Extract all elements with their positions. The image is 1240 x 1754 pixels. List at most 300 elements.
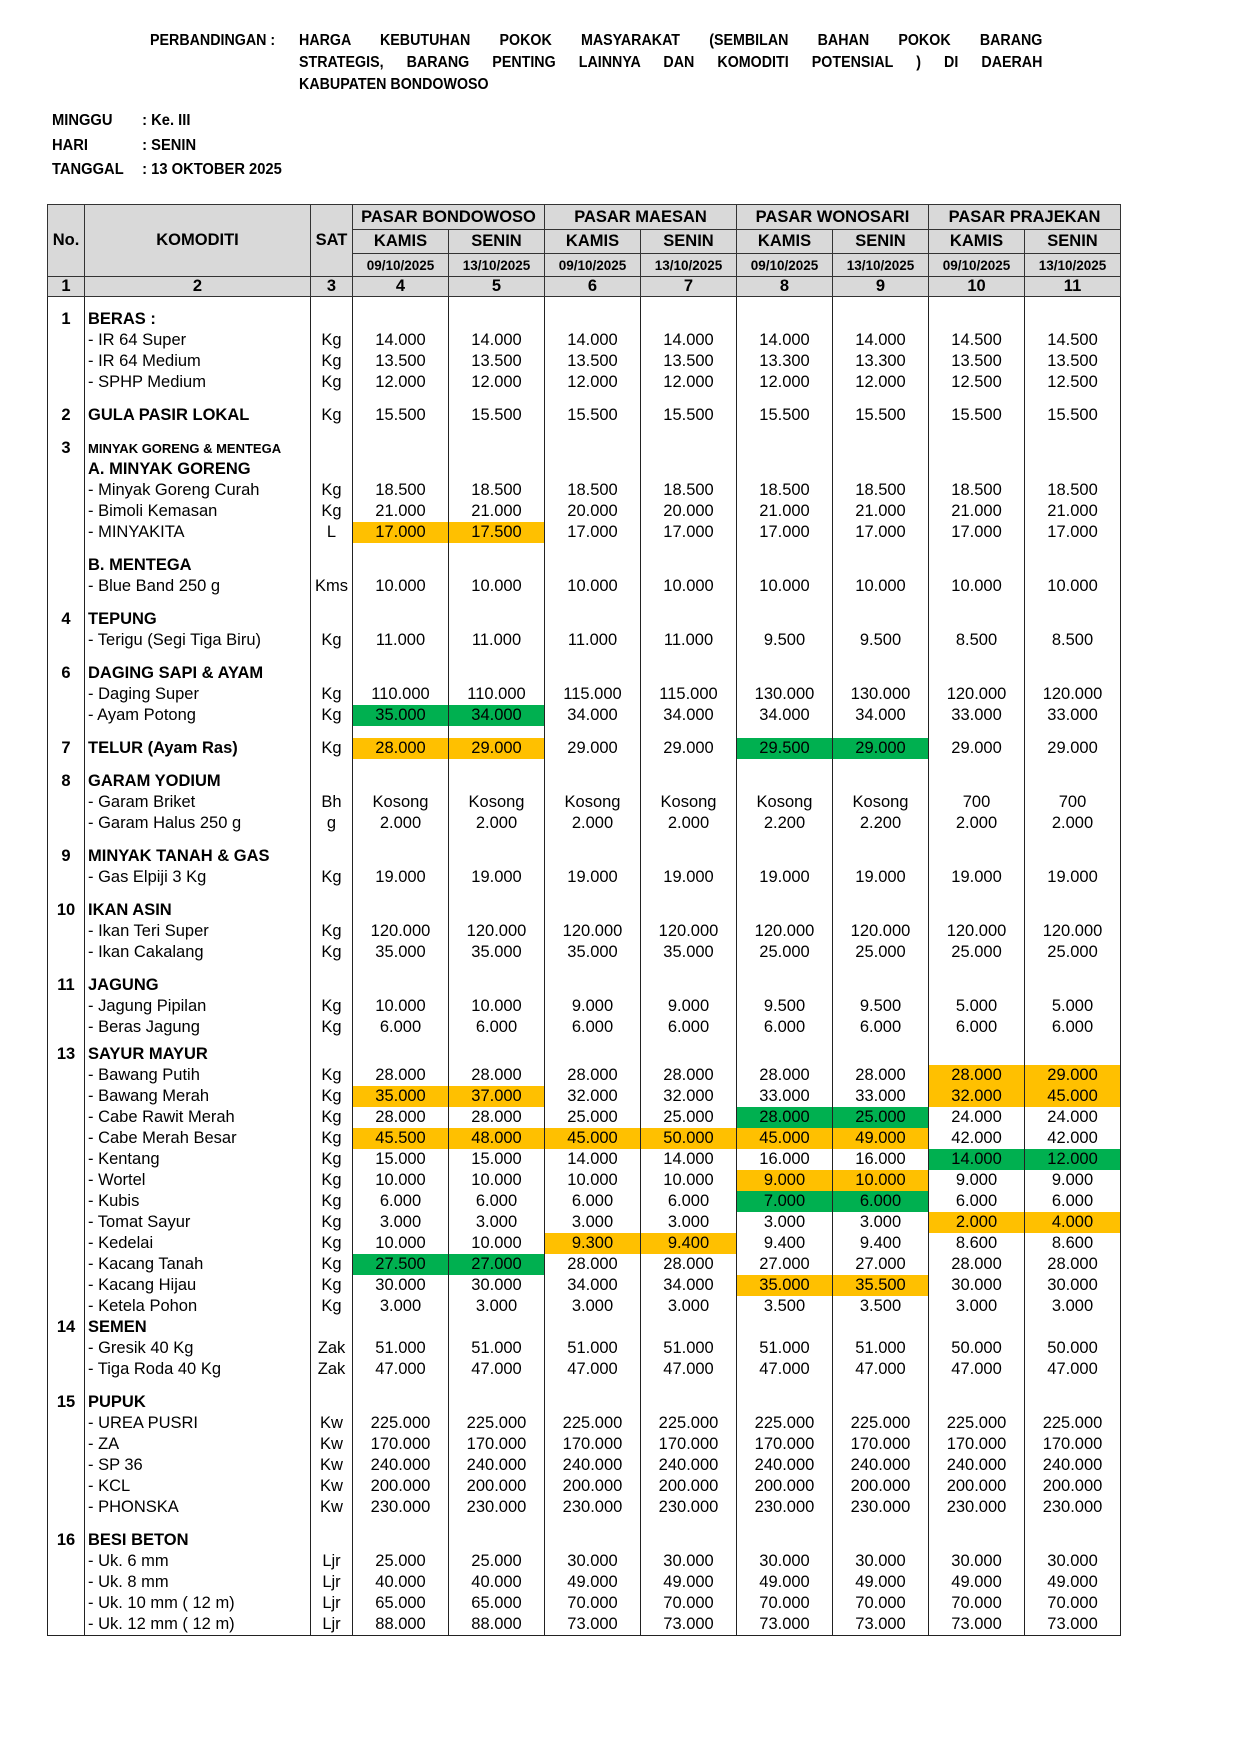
spacer-cell <box>737 759 833 771</box>
commodity-row <box>48 1212 1121 1233</box>
spacer-cell <box>353 597 449 609</box>
price-cell: 34.000 <box>545 705 641 726</box>
spacer-cell <box>545 543 641 555</box>
unit: Kg <box>311 1191 353 1212</box>
unit: Kg <box>311 705 353 726</box>
commodity-name: - Tomat Sayur <box>85 1212 311 1233</box>
price-cell: 12.000 <box>641 372 737 393</box>
spacer-cell <box>85 426 311 438</box>
price-cell: 25.000 <box>833 1107 929 1128</box>
commodity-row <box>48 351 1121 372</box>
spacer-cell <box>545 426 641 438</box>
price-cell: 34.000 <box>449 705 545 726</box>
unit: Kw <box>311 1455 353 1476</box>
spacer-cell <box>353 888 449 900</box>
price-cell: 47.000 <box>1025 1359 1121 1380</box>
price-cell: 225.000 <box>449 1413 545 1434</box>
price-cell: 47.000 <box>929 1359 1025 1380</box>
price-cell: 27.000 <box>449 1254 545 1275</box>
spacer-cell <box>353 1518 449 1530</box>
price-cell: 170.000 <box>1025 1434 1121 1455</box>
price-cell: 37.000 <box>449 1086 545 1107</box>
spacer-cell <box>929 393 1025 405</box>
spacer-cell <box>85 297 311 310</box>
price-cell <box>737 1044 833 1065</box>
price-cell: 28.000 <box>1025 1254 1121 1275</box>
category-row <box>48 1392 1121 1413</box>
column-number: 7 <box>641 277 737 297</box>
spacer-cell <box>449 543 545 555</box>
price-cell: 34.000 <box>641 1275 737 1296</box>
price-cell <box>737 900 833 921</box>
price-cell: 70.000 <box>641 1593 737 1614</box>
price-cell: 6.000 <box>929 1191 1025 1212</box>
price-cell: 115.000 <box>545 684 641 705</box>
row-number: 1 <box>48 309 85 330</box>
spacer-cell <box>641 651 737 663</box>
price-cell: 10.000 <box>641 1170 737 1191</box>
price-cell: 19.000 <box>1025 867 1121 888</box>
price-cell: 25.000 <box>1025 942 1121 963</box>
price-cell <box>929 555 1025 576</box>
price-cell <box>737 459 833 480</box>
category-name: DAGING SAPI & AYAM <box>85 663 311 684</box>
spacer-row <box>48 393 1121 405</box>
spacer-cell <box>353 426 449 438</box>
spacer-cell <box>48 651 85 663</box>
header-komoditi: KOMODITI <box>85 205 311 277</box>
price-cell: 700 <box>929 792 1025 813</box>
price-cell: 14.000 <box>641 330 737 351</box>
price-cell <box>1025 900 1121 921</box>
price-cell: 27.500 <box>353 1254 449 1275</box>
commodity-row <box>48 1254 1121 1275</box>
price-cell <box>545 555 641 576</box>
price-cell <box>1025 1530 1121 1551</box>
spacer-cell <box>737 543 833 555</box>
price-cell <box>641 1317 737 1338</box>
spacer-cell <box>641 543 737 555</box>
price-cell: 10.000 <box>449 996 545 1017</box>
price-cell: 88.000 <box>449 1614 545 1636</box>
row-number <box>48 1338 85 1359</box>
price-cell: 10.000 <box>737 576 833 597</box>
price-cell: 48.000 <box>449 1128 545 1149</box>
spacer-cell <box>85 834 311 846</box>
meta-value: : SENIN <box>142 136 197 154</box>
price-cell: 240.000 <box>545 1455 641 1476</box>
unit: Ljr <box>311 1614 353 1636</box>
row-number: 10 <box>48 900 85 921</box>
price-cell: 225.000 <box>929 1413 1025 1434</box>
spacer-cell <box>85 726 311 738</box>
price-cell: 70.000 <box>833 1593 929 1614</box>
price-cell: 2.000 <box>1025 813 1121 834</box>
header-day: SENIN <box>641 230 737 254</box>
row-number <box>48 1572 85 1593</box>
row-number <box>48 1275 85 1296</box>
price-cell: 28.000 <box>929 1065 1025 1086</box>
spacer-cell <box>737 888 833 900</box>
price-cell: 14.500 <box>929 330 1025 351</box>
price-cell <box>353 1317 449 1338</box>
price-cell: 73.000 <box>929 1614 1025 1636</box>
price-cell: 2.000 <box>353 813 449 834</box>
title-line: KABUPATEN BONDOWOSO <box>299 76 489 93</box>
price-cell: 3.000 <box>353 1296 449 1317</box>
price-cell: 3.000 <box>449 1212 545 1233</box>
price-cell <box>737 846 833 867</box>
header-day: KAMIS <box>737 230 833 254</box>
row-number <box>48 813 85 834</box>
category-row <box>48 846 1121 867</box>
price-cell: 230.000 <box>1025 1497 1121 1518</box>
row-number <box>48 1551 85 1572</box>
price-cell: 49.000 <box>545 1572 641 1593</box>
price-cell <box>1025 846 1121 867</box>
spacer-row <box>48 963 1121 975</box>
price-cell: 18.500 <box>929 480 1025 501</box>
row-number <box>48 1128 85 1149</box>
price-cell: 35.000 <box>353 1086 449 1107</box>
spacer-row <box>48 426 1121 438</box>
price-cell <box>449 1317 545 1338</box>
spacer-cell <box>641 1518 737 1530</box>
spacer-cell <box>641 393 737 405</box>
price-cell <box>641 663 737 684</box>
price-cell <box>737 1317 833 1338</box>
price-cell: 13.300 <box>833 351 929 372</box>
price-cell: 33.000 <box>833 1086 929 1107</box>
price-cell: 16.000 <box>737 1149 833 1170</box>
spacer-cell <box>641 426 737 438</box>
report-meta <box>52 109 282 183</box>
spacer-cell <box>449 597 545 609</box>
spacer-cell <box>1025 597 1121 609</box>
price-cell: Kosong <box>449 792 545 813</box>
price-cell: 21.000 <box>737 501 833 522</box>
commodity-name: - Uk. 12 mm ( 12 m) <box>85 1614 311 1636</box>
price-cell: 3.000 <box>1025 1296 1121 1317</box>
header-no: No. <box>48 205 85 277</box>
row-number <box>48 1413 85 1434</box>
commodity-row <box>48 1359 1121 1380</box>
spacer-cell <box>641 597 737 609</box>
category-name: B. MENTEGA <box>85 555 311 576</box>
price-cell: 3.000 <box>641 1296 737 1317</box>
price-cell: 6.000 <box>353 1017 449 1038</box>
price-cell: 230.000 <box>449 1497 545 1518</box>
price-cell <box>737 609 833 630</box>
price-cell: 14.000 <box>929 1149 1025 1170</box>
price-cell <box>353 309 449 330</box>
price-cell: 25.000 <box>833 942 929 963</box>
row-number <box>48 1086 85 1107</box>
spacer-cell <box>929 888 1025 900</box>
price-cell: 14.000 <box>737 330 833 351</box>
spacer-cell <box>353 1380 449 1392</box>
price-cell: 19.000 <box>449 867 545 888</box>
row-number <box>48 684 85 705</box>
price-cell <box>545 1317 641 1338</box>
price-cell: 34.000 <box>545 1275 641 1296</box>
spacer-cell <box>48 834 85 846</box>
spacer-cell <box>641 297 737 310</box>
price-cell: 230.000 <box>545 1497 641 1518</box>
spacer-cell <box>737 1380 833 1392</box>
price-cell <box>737 555 833 576</box>
unit <box>311 459 353 480</box>
price-cell: 17.000 <box>353 522 449 543</box>
price-cell: 19.000 <box>353 867 449 888</box>
price-cell: 240.000 <box>449 1455 545 1476</box>
spacer-cell <box>929 597 1025 609</box>
unit <box>311 1530 353 1551</box>
price-cell: 65.000 <box>449 1593 545 1614</box>
spacer-cell <box>833 426 929 438</box>
unit: Kg <box>311 372 353 393</box>
price-cell: 240.000 <box>833 1455 929 1476</box>
spacer-cell <box>737 297 833 310</box>
unit <box>311 900 353 921</box>
unit: Kg <box>311 1212 353 1233</box>
price-cell: Kosong <box>833 792 929 813</box>
unit: Kg <box>311 1065 353 1086</box>
price-cell: 15.500 <box>1025 405 1121 426</box>
price-cell: 13.500 <box>353 351 449 372</box>
column-number: 10 <box>929 277 1025 297</box>
row-number <box>48 1233 85 1254</box>
price-cell: 40.000 <box>449 1572 545 1593</box>
category-row <box>48 309 1121 330</box>
spacer-cell <box>85 888 311 900</box>
spacer-cell <box>85 597 311 609</box>
spacer-cell <box>641 888 737 900</box>
commodity-name: - Wortel <box>85 1170 311 1191</box>
category-name: IKAN ASIN <box>85 900 311 921</box>
spacer-cell <box>833 543 929 555</box>
category-name: MINYAK TANAH & GAS <box>85 846 311 867</box>
price-cell: 29.000 <box>1025 1065 1121 1086</box>
spacer-cell <box>641 1380 737 1392</box>
price-cell: 200.000 <box>449 1476 545 1497</box>
price-cell: 30.000 <box>353 1275 449 1296</box>
price-cell: 120.000 <box>641 921 737 942</box>
price-cell <box>353 1530 449 1551</box>
price-cell <box>929 771 1025 792</box>
price-cell: 25.000 <box>353 1551 449 1572</box>
price-cell: 6.000 <box>929 1017 1025 1038</box>
spacer-cell <box>311 963 353 975</box>
price-cell: 240.000 <box>737 1455 833 1476</box>
price-cell: 2.000 <box>545 813 641 834</box>
price-comparison-table <box>47 204 1121 1636</box>
price-cell: 170.000 <box>353 1434 449 1455</box>
spacer-cell <box>311 759 353 771</box>
price-cell: 35.000 <box>737 1275 833 1296</box>
spacer-cell <box>737 597 833 609</box>
spacer-cell <box>833 1518 929 1530</box>
price-cell: 115.000 <box>641 684 737 705</box>
spacer-cell <box>85 759 311 771</box>
price-cell: 3.000 <box>545 1296 641 1317</box>
price-cell: 70.000 <box>929 1593 1025 1614</box>
document-title <box>150 30 1042 96</box>
price-cell: 29.000 <box>1025 738 1121 759</box>
price-cell: 28.000 <box>929 1254 1025 1275</box>
price-cell: 45.000 <box>1025 1086 1121 1107</box>
spacer-cell <box>1025 834 1121 846</box>
spacer-cell <box>85 651 311 663</box>
spacer-cell <box>929 963 1025 975</box>
spacer-cell <box>929 726 1025 738</box>
price-cell <box>449 555 545 576</box>
price-cell <box>449 1044 545 1065</box>
price-cell: 42.000 <box>929 1128 1025 1149</box>
price-cell: 19.000 <box>929 867 1025 888</box>
spacer-cell <box>48 1518 85 1530</box>
price-cell <box>929 438 1025 459</box>
commodity-name: - Kacang Hijau <box>85 1275 311 1296</box>
price-cell: 25.000 <box>929 942 1025 963</box>
spacer-cell <box>48 297 85 310</box>
price-cell: 6.000 <box>353 1191 449 1212</box>
row-number: 2 <box>48 405 85 426</box>
commodity-row <box>48 1149 1121 1170</box>
row-number <box>48 1359 85 1380</box>
unit: L <box>311 522 353 543</box>
price-cell: 6.000 <box>545 1017 641 1038</box>
commodity-row <box>48 1086 1121 1107</box>
header-date: 09/10/2025 <box>737 254 833 277</box>
price-cell <box>545 663 641 684</box>
spacer-cell <box>311 1380 353 1392</box>
category-row <box>48 738 1121 759</box>
commodity-row <box>48 813 1121 834</box>
spacer-cell <box>833 963 929 975</box>
price-cell <box>929 663 1025 684</box>
price-cell: 120.000 <box>545 921 641 942</box>
price-cell <box>929 900 1025 921</box>
price-cell: 49.000 <box>833 1572 929 1593</box>
price-cell: 10.000 <box>449 576 545 597</box>
price-cell: 10.000 <box>545 576 641 597</box>
price-cell <box>929 1317 1025 1338</box>
price-cell <box>641 459 737 480</box>
category-row <box>48 609 1121 630</box>
column-number: 4 <box>353 277 449 297</box>
price-cell: 33.000 <box>1025 705 1121 726</box>
price-cell: 28.000 <box>737 1107 833 1128</box>
commodity-row <box>48 684 1121 705</box>
price-cell <box>641 438 737 459</box>
commodity-name: - SP 36 <box>85 1455 311 1476</box>
spacer-cell <box>641 726 737 738</box>
price-cell: 15.500 <box>449 405 545 426</box>
spacer-cell <box>311 426 353 438</box>
price-cell: 49.000 <box>929 1572 1025 1593</box>
commodity-row <box>48 705 1121 726</box>
price-cell: 19.000 <box>641 867 737 888</box>
unit: Ljr <box>311 1572 353 1593</box>
price-cell: 29.000 <box>641 738 737 759</box>
category-row <box>48 555 1121 576</box>
price-cell: 200.000 <box>353 1476 449 1497</box>
price-cell <box>353 1392 449 1413</box>
spacer-row <box>48 543 1121 555</box>
price-cell: 32.000 <box>641 1086 737 1107</box>
commodity-name: - UREA PUSRI <box>85 1413 311 1434</box>
spacer-row <box>48 834 1121 846</box>
price-cell <box>449 459 545 480</box>
price-cell <box>1025 975 1121 996</box>
spacer-row <box>48 726 1121 738</box>
price-cell: 110.000 <box>449 684 545 705</box>
price-cell: 240.000 <box>1025 1455 1121 1476</box>
spacer-cell <box>545 1518 641 1530</box>
spacer-cell <box>449 1518 545 1530</box>
commodity-row <box>48 480 1121 501</box>
row-number: 14 <box>48 1317 85 1338</box>
unit: Kw <box>311 1413 353 1434</box>
price-cell: 2.000 <box>929 1212 1025 1233</box>
commodity-row <box>48 1455 1121 1476</box>
spacer-cell <box>449 759 545 771</box>
price-cell: 5.000 <box>929 996 1025 1017</box>
spacer-cell <box>449 963 545 975</box>
price-cell: 47.000 <box>545 1359 641 1380</box>
spacer-cell <box>1025 426 1121 438</box>
commodity-name: - Uk. 8 mm <box>85 1572 311 1593</box>
price-cell <box>545 771 641 792</box>
unit: Kg <box>311 684 353 705</box>
spacer-cell <box>737 726 833 738</box>
meta-value: : Ke. III <box>142 112 191 129</box>
price-cell: 2.000 <box>929 813 1025 834</box>
price-cell: 49.000 <box>833 1128 929 1149</box>
row-number <box>48 1497 85 1518</box>
spacer-cell <box>311 393 353 405</box>
price-cell: 120.000 <box>1025 684 1121 705</box>
commodity-name: - Blue Band 250 g <box>85 576 311 597</box>
header-date: 13/10/2025 <box>641 254 737 277</box>
price-cell <box>545 900 641 921</box>
price-cell <box>1025 1044 1121 1065</box>
price-cell <box>353 609 449 630</box>
spacer-cell <box>48 393 85 405</box>
spacer-cell <box>48 726 85 738</box>
price-cell <box>353 438 449 459</box>
price-cell: 51.000 <box>833 1338 929 1359</box>
price-cell: 51.000 <box>449 1338 545 1359</box>
spacer-row <box>48 651 1121 663</box>
commodity-row <box>48 501 1121 522</box>
price-cell <box>449 438 545 459</box>
price-cell <box>545 609 641 630</box>
row-number <box>48 792 85 813</box>
price-cell: 14.000 <box>545 330 641 351</box>
price-cell: 28.000 <box>353 1107 449 1128</box>
price-cell: 51.000 <box>545 1338 641 1359</box>
price-cell: 3.500 <box>833 1296 929 1317</box>
spacer-cell <box>545 1380 641 1392</box>
spacer-row <box>48 759 1121 771</box>
spacer-cell <box>85 1518 311 1530</box>
header-date: 13/10/2025 <box>1025 254 1121 277</box>
unit: Kg <box>311 1149 353 1170</box>
price-cell <box>449 309 545 330</box>
price-cell: 20.000 <box>641 501 737 522</box>
